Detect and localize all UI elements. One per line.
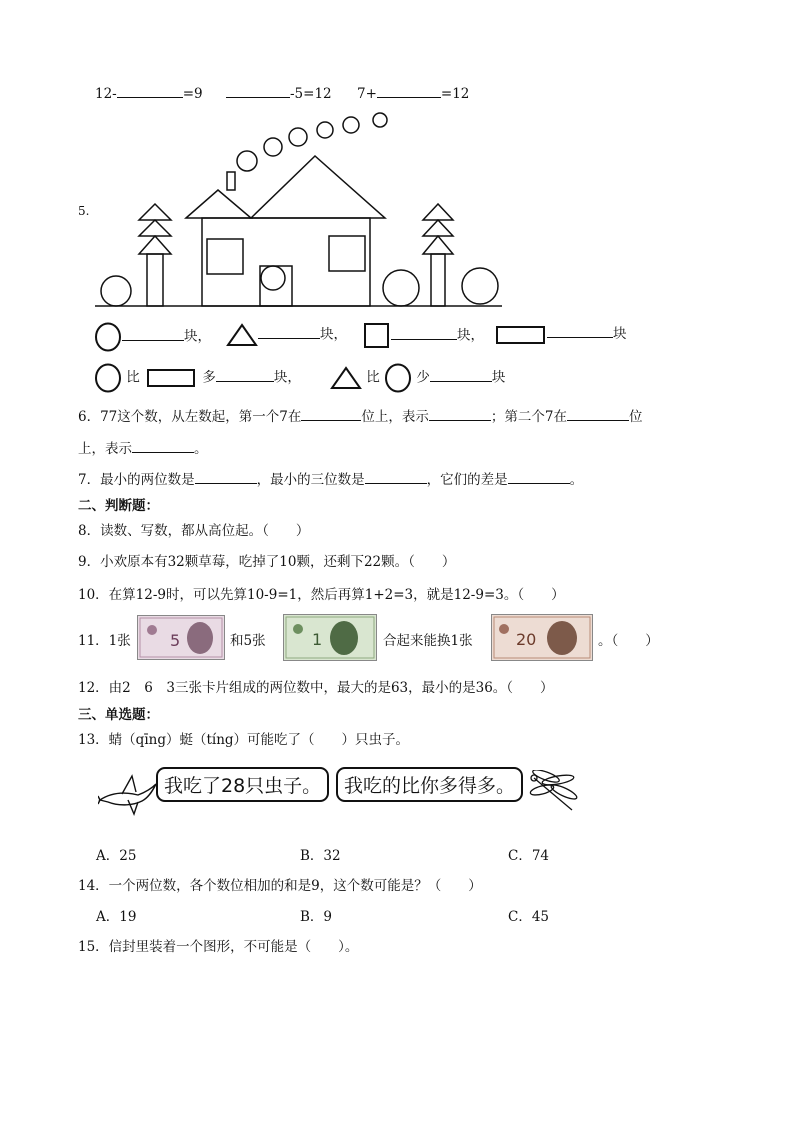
house-shapes-picture	[95, 108, 505, 308]
eq3-left: 7+	[357, 86, 377, 102]
section-heading: 三、单选题：	[78, 707, 159, 723]
question-text: 。	[569, 472, 584, 488]
option-b[interactable]: B．32	[300, 848, 341, 864]
one-yuan-banknote-image	[283, 614, 377, 661]
dragonfly-icon	[528, 770, 580, 814]
question-6-line2	[78, 437, 208, 457]
question-8: 8．读数、写数，都从高位起。（ ）	[78, 523, 310, 539]
answer-blank[interactable]	[429, 407, 491, 421]
square-count-blank[interactable]	[391, 326, 457, 340]
circle-count-blank[interactable]	[122, 327, 184, 341]
banknote-value: 1	[312, 630, 323, 649]
difference-blank[interactable]	[430, 368, 492, 382]
option-a[interactable]: A．19	[96, 909, 137, 925]
option-c[interactable]: C．45	[508, 909, 550, 925]
compare-row	[330, 363, 505, 393]
answer-blank[interactable]	[117, 84, 183, 98]
question-text: ，它们的差是	[426, 472, 508, 488]
equation-2	[226, 84, 332, 102]
unit-label: 块，	[184, 328, 211, 345]
speech-bubble-bird: 我吃了28只虫子。	[156, 767, 329, 802]
question-text: 上，表示	[78, 441, 132, 457]
eq1-left: 12-	[95, 86, 117, 102]
answer-blank[interactable]	[301, 407, 361, 421]
answer-blank[interactable]	[377, 84, 441, 98]
question-text: 6．77这个数，从左数起，第一个7在	[78, 409, 302, 425]
shape-count-row	[226, 322, 347, 352]
rectangle-count-blank[interactable]	[547, 324, 613, 338]
unit-label: 块	[613, 326, 627, 342]
question-13: 13．蜻（qīng）蜓（tíng）可能吃了（ ）只虫子。	[78, 732, 410, 748]
question-11-a: 11．1张	[78, 633, 131, 649]
speech-bubble-dragonfly: 我吃的比你多得多。	[336, 767, 523, 802]
compare-word: 多	[202, 369, 216, 386]
question-text: 位上，表示	[361, 409, 429, 425]
rectangle-shape-icon	[144, 367, 198, 389]
question-11-d: 。（ ）	[598, 633, 659, 649]
question-text: ；第二个7在	[490, 409, 567, 425]
unit-label: 块，	[273, 369, 301, 386]
question-11-b: 和5张	[230, 633, 266, 649]
question-text: 位	[628, 409, 643, 425]
difference-blank[interactable]	[216, 368, 274, 382]
shape-count-row	[363, 322, 484, 352]
answer-blank[interactable]	[508, 470, 570, 484]
unit-label: 块，	[320, 326, 347, 343]
unit-label: 块	[491, 369, 506, 386]
triangle-shape-icon	[226, 322, 258, 348]
circle-shape-icon	[94, 363, 122, 393]
five-yuan-banknote-image	[137, 615, 225, 660]
question-15: 15．信封里装着一个图形，不可能是（ ）。	[78, 939, 359, 955]
question-10: 10．在算12-9时，可以先算10-9=1，然后再算1+2=3，就是12-9=3。（ ）	[78, 587, 565, 603]
equation-1	[95, 84, 203, 102]
compare-row	[94, 363, 301, 393]
eq1-right: =9	[182, 86, 203, 102]
option-c[interactable]: C．74	[508, 848, 550, 864]
option-b[interactable]: B．9	[300, 909, 333, 925]
section-heading: 二、判断题：	[78, 498, 159, 514]
compare-word: 比	[366, 369, 380, 386]
circle-shape-icon	[384, 363, 412, 393]
question-text: 。	[194, 441, 208, 457]
unit-label: 块，	[457, 327, 484, 344]
question-text: 7．最小的两位数是	[78, 472, 195, 488]
question-number: 5.	[78, 204, 90, 218]
compare-word: 比	[126, 369, 140, 386]
shape-count-row	[495, 322, 627, 352]
question-12: 12．由2 6 3三张卡片组成的两位数中，最大的是63，最小的是36。（ ）	[78, 680, 554, 696]
question-9: 9．小欢原本有32颗草莓，吃掉了10颗，还剩下22颗。（ ）	[78, 554, 456, 570]
circle-shape-icon	[94, 322, 122, 352]
banknote-value: 5	[170, 631, 181, 650]
eq2-right: -5=12	[290, 86, 332, 102]
answer-blank[interactable]	[132, 439, 194, 453]
question-6	[78, 405, 642, 425]
answer-blank[interactable]	[567, 407, 629, 421]
option-a[interactable]: A．25	[96, 848, 137, 864]
answer-blank[interactable]	[365, 470, 427, 484]
compare-word: 少	[416, 369, 430, 386]
bird-icon	[98, 770, 160, 816]
eq3-right: =12	[440, 86, 470, 102]
answer-blank[interactable]	[226, 84, 290, 98]
question-text: ，最小的三位数是	[256, 472, 365, 488]
shape-count-row	[94, 322, 211, 352]
answer-blank[interactable]	[195, 470, 257, 484]
banknote-value: 20	[516, 630, 537, 649]
equation-3	[357, 84, 469, 102]
twenty-yuan-banknote-image	[491, 614, 593, 661]
question-7	[78, 468, 583, 488]
rectangle-shape-icon	[495, 324, 547, 346]
question-14: 14．一个两位数，各个数位相加的和是9，这个数可能是？（ ）	[78, 878, 482, 894]
question-11-c: 合起来能换1张	[383, 633, 473, 649]
triangle-shape-icon	[330, 365, 362, 391]
triangle-count-blank[interactable]	[258, 325, 320, 339]
square-shape-icon	[363, 322, 391, 350]
